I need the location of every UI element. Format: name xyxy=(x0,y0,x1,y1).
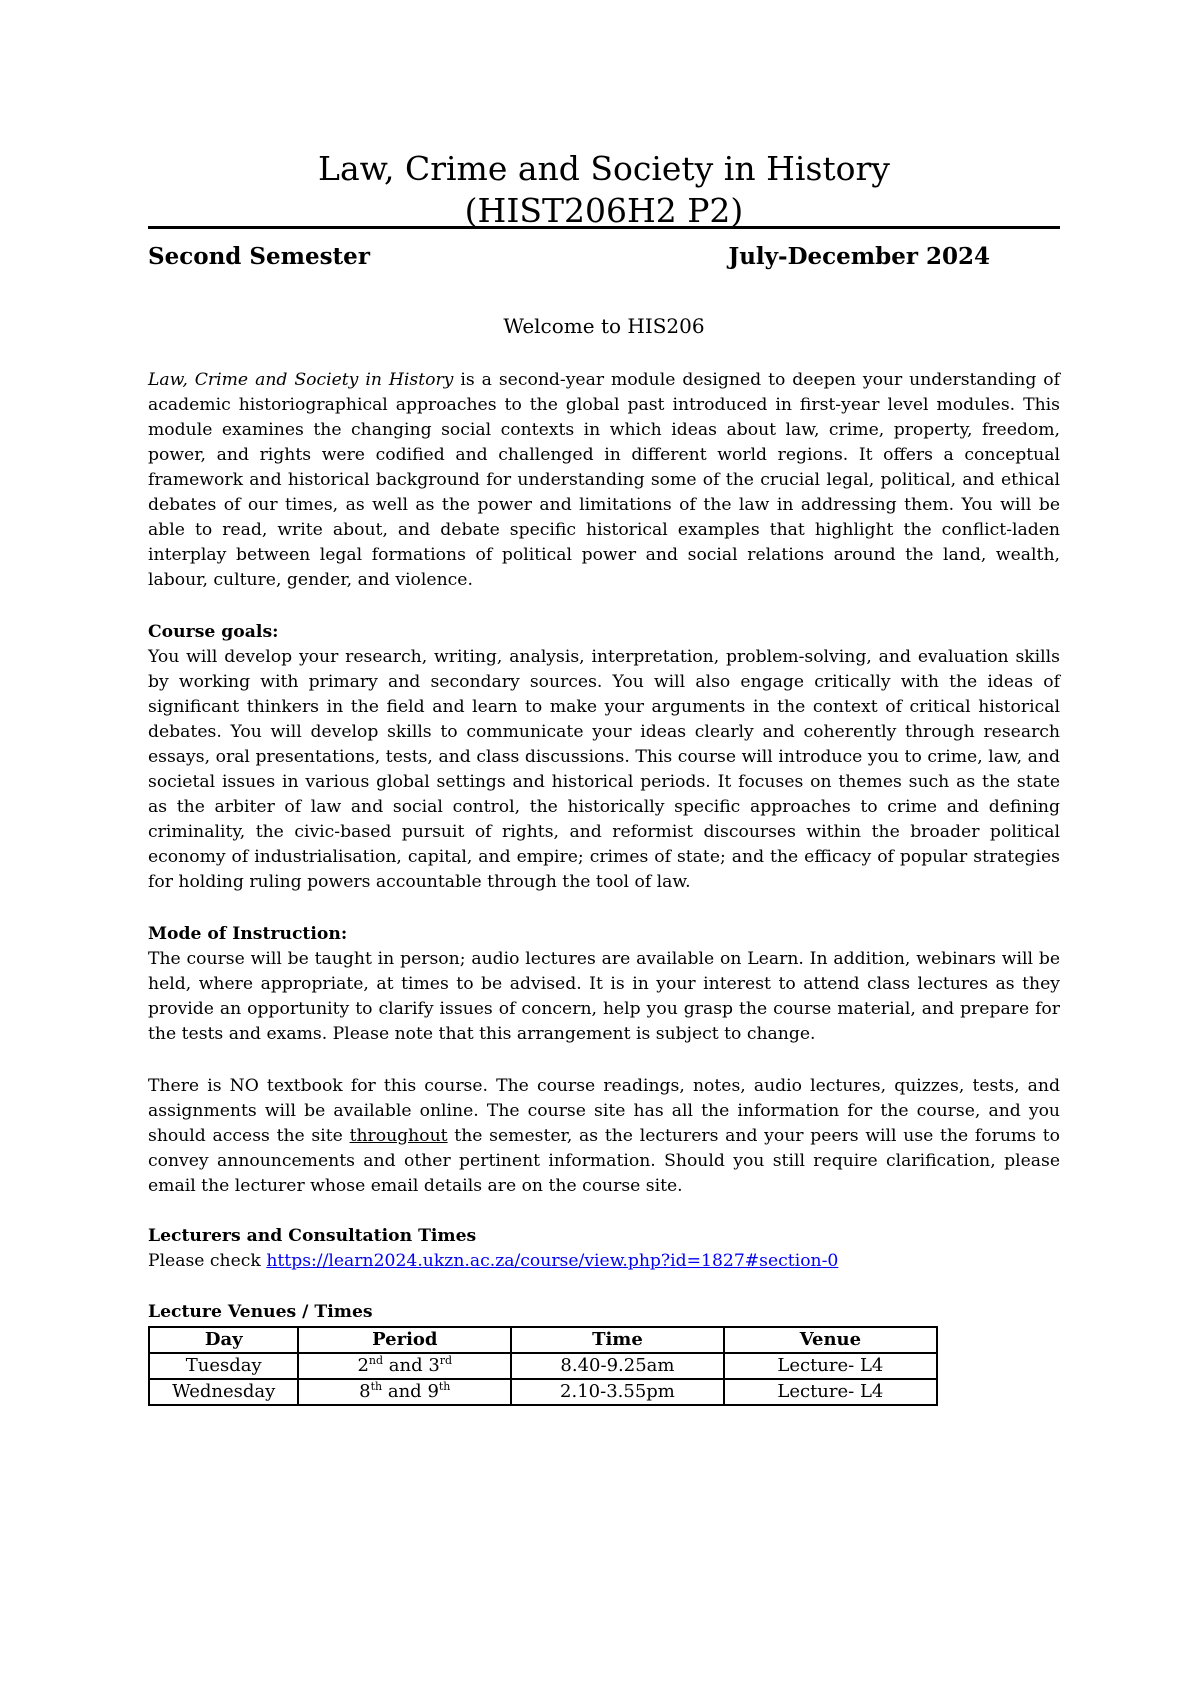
cell-time: 2.10-3.55pm xyxy=(511,1379,724,1405)
textbook-text-after: the semester, as the lecturers and your peers will use the forums to convey announcements and other pertinent information. Should you still require clarification, please email the lecturer whose email details are on the course site. xyxy=(148,1126,1061,1196)
table-header-row xyxy=(149,1327,937,1353)
table-row xyxy=(149,1379,937,1405)
intro-paragraph xyxy=(148,368,1060,593)
period-a: 8 xyxy=(359,1381,371,1402)
period-b: 9 xyxy=(427,1381,439,1402)
semester-dates: July-December 2024 xyxy=(728,243,990,270)
document-title xyxy=(148,148,1060,232)
venues-heading: Lecture Venues / Times xyxy=(148,1302,373,1322)
period-b-suffix: th xyxy=(438,1380,451,1393)
textbook-paragraph xyxy=(148,1074,1060,1199)
period-and: and xyxy=(383,1355,429,1376)
lecturers-section xyxy=(148,1224,1060,1274)
period-b: 3 xyxy=(428,1355,440,1376)
column-header-venue: Venue xyxy=(724,1327,937,1353)
course-goals-heading: Course goals: xyxy=(148,622,279,642)
cell-day: Wednesday xyxy=(149,1379,298,1405)
textbook-text-before: There is NO textbook for this course. The course readings, notes, audio lectures, quizzes, tests, and assignments will be available online. The course site has all the information for the course, and you should access the site xyxy=(148,1076,1060,1146)
title-line-1: Law, Crime and Society in History xyxy=(318,149,890,188)
cell-venue: Lecture- L4 xyxy=(724,1379,937,1405)
course-goals-section xyxy=(148,620,1060,895)
column-header-day: Day xyxy=(149,1327,298,1353)
course-site-link[interactable]: https://learn2024.ukzn.ac.za/course/view.php?id=1827#section-0 xyxy=(266,1251,839,1271)
mode-of-instruction-text: The course will be taught in person; audio lectures are available on Learn. In addition, webinars will be held, where appropriate, at times to be advised. It is in your interest to attend class lectures as they provide an opportunity to clarify issues of concern, help you grasp the course material, and prepare for the tests and exams. Please note that this arrangement is subject to change. xyxy=(148,949,1060,1044)
period-and: and xyxy=(382,1381,428,1402)
cell-venue: Lecture- L4 xyxy=(724,1353,937,1379)
table-row xyxy=(149,1353,937,1379)
cell-time: 8.40-9.25am xyxy=(511,1353,724,1379)
cell-day: Tuesday xyxy=(149,1353,298,1379)
course-goals-text: You will develop your research, writing, analysis, interpretation, problem-solving, and evaluation skills by working with primary and secondary sources. You will also engage critically with the ideas of significant thinkers in the field and learn to make your arguments in the context of critical historical debates. You will develop skills to communicate your ideas clearly and coherently through research essays, oral presentations, tests, and class discussions. This course will introduce you to crime, law, and societal issues in various global settings and historical periods. It focuses on themes such as the state as the arbiter of law and social control, the historically specific approaches to crime and defining criminality, the civic-based pursuit of rights, and reformist discourses within the broader political economy of industrialisation, capital, and empire; crimes of state; and the efficacy of popular strategies for holding ruling powers accountable through the tool of law. xyxy=(148,647,1060,892)
lecturers-prefix: Please check xyxy=(148,1251,267,1271)
title-line-2: (HIST206H2 P2) xyxy=(464,191,744,230)
column-header-period: Period xyxy=(298,1327,511,1353)
textbook-underlined-word: throughout xyxy=(349,1126,448,1146)
cell-period xyxy=(298,1379,511,1405)
venues-table xyxy=(148,1326,938,1406)
module-name: Law, Crime and Society in History xyxy=(148,370,454,390)
column-header-time: Time xyxy=(511,1327,724,1353)
lecturers-heading: Lecturers and Consultation Times xyxy=(148,1226,477,1246)
intro-text: is a second-year module designed to deepen your understanding of academic historiographical approaches to the global past introduced in first-year level modules. This module examines the changing social contexts in which ideas about law, crime, property, freedom, power, and rights were codified and challenged in different world regions. It offers a conceptual framework and historical background for understanding some of the crucial legal, political, and ethical debates of our times, as well as the power and limitations of the law in addressing them. You will be able to read, write about, and debate specific historical examples that highlight the conflict-laden interplay between legal formations of political power and social relations around the land, wealth, labour, culture, gender, and violence. xyxy=(148,370,1060,590)
mode-of-instruction-section xyxy=(148,922,1060,1047)
period-a-suffix: nd xyxy=(368,1354,384,1367)
welcome-heading: Welcome to HIS206 xyxy=(503,314,705,338)
period-a: 2 xyxy=(357,1355,369,1376)
period-b-suffix: rd xyxy=(439,1354,453,1367)
semester-label: Second Semester xyxy=(148,243,370,270)
venues-heading-block xyxy=(148,1300,1060,1325)
cell-period xyxy=(298,1353,511,1379)
title-rule xyxy=(148,226,1060,229)
mode-of-instruction-heading: Mode of Instruction: xyxy=(148,924,348,944)
period-a-suffix: th xyxy=(370,1380,383,1393)
